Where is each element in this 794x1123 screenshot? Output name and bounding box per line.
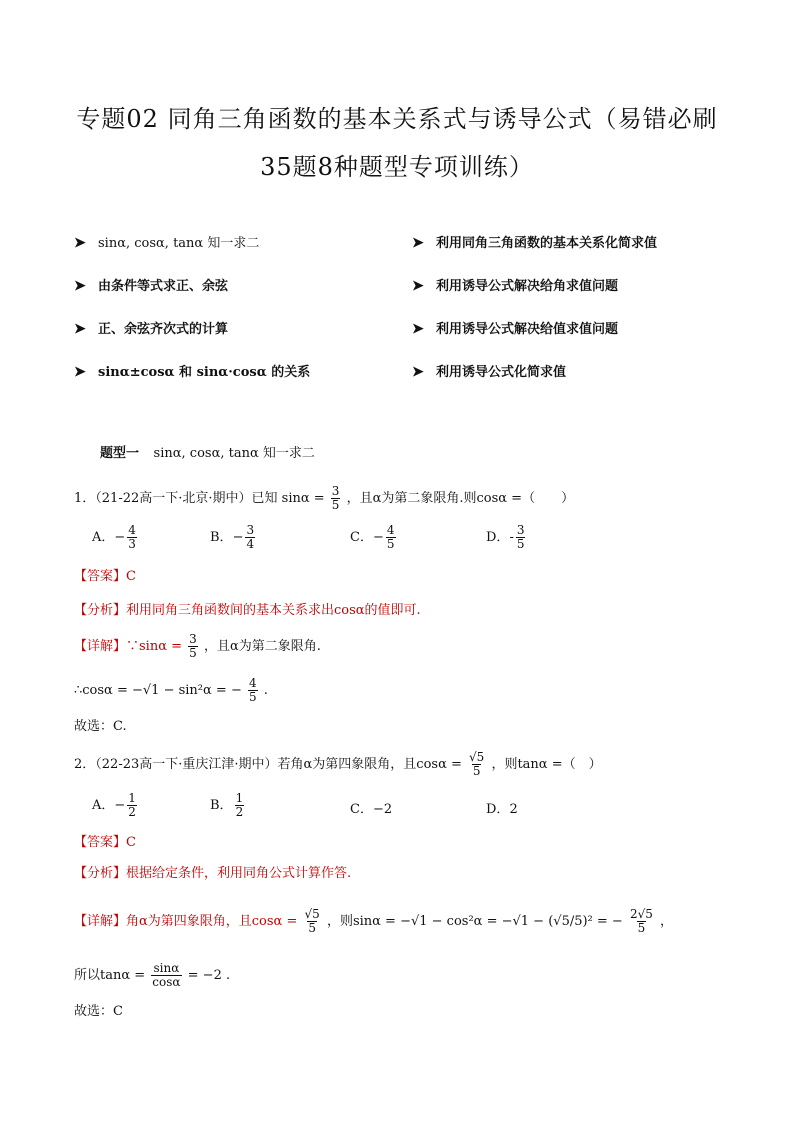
option-sign: −: [372, 530, 384, 545]
frac-den: 5: [189, 646, 197, 660]
q2-so-fraction: [151, 962, 181, 989]
question-1-stem: [74, 485, 574, 512]
topic-label: 利用同角三角函数的基本关系化简求值: [436, 236, 658, 251]
arrow-bullet-icon: ➤: [412, 364, 424, 380]
option-letter: B．: [210, 798, 233, 813]
frac-num: 3: [189, 632, 197, 646]
topic-label: 由条件等式求正、余弦: [98, 279, 229, 294]
option-letter: D．: [486, 802, 510, 817]
q1-detail: [74, 633, 321, 660]
topic-item: [74, 275, 228, 297]
topic-item: [412, 318, 618, 340]
topic-label: sinα±cosα 和 sinα·cosα 的关系: [98, 365, 311, 380]
q2-answer: 【答案】C: [74, 835, 136, 850]
topic-item: [74, 318, 228, 340]
option-letter: C．: [350, 802, 373, 817]
topic-item: [412, 232, 657, 254]
option-fraction: [516, 524, 526, 551]
q2-conclusion: [74, 962, 230, 989]
frac-num: 1: [128, 791, 136, 805]
option-letter: A．: [92, 530, 115, 545]
q2-detail-prefix: 【详解】角α为第四象限角，且cosα =: [74, 914, 298, 929]
q2-detail-middle: ，则sinα = −√1 − cos²α = −√1 − (√5/5)² = −: [326, 914, 623, 929]
option-value: −2: [372, 802, 393, 817]
option-fraction: [386, 524, 396, 551]
topic-item: [74, 361, 310, 383]
topic-item: [412, 275, 618, 297]
option-fraction: [127, 792, 137, 819]
q2-detail-fraction-2: [629, 908, 654, 935]
arrow-bullet-icon: ➤: [412, 321, 424, 337]
frac-den: 5: [516, 537, 525, 551]
q1-option-d: [486, 524, 527, 551]
page-title: [60, 95, 734, 191]
q1-fraction: [331, 485, 341, 512]
frac-den: 5: [386, 537, 395, 551]
title-line-1: 专题02 同角三角函数的基本关系式与诱导公式（易错必刷: [76, 105, 718, 133]
q1-calc-prefix: ∴cosα = −√1 − sin²α = −: [74, 683, 242, 698]
arrow-bullet-icon: ➤: [74, 321, 86, 337]
q2-so-prefix: 所以tanα =: [74, 968, 146, 983]
q2-analysis-text: 【分析】根据给定条件，利用同角公式计算作答.: [74, 866, 352, 881]
frac-den: 4: [246, 537, 255, 551]
arrow-bullet-icon: ➤: [74, 364, 86, 380]
q1-option-b: [210, 524, 257, 551]
topic-item: [412, 361, 566, 383]
topic-label: 正、余弦齐次式的计算: [98, 322, 229, 337]
frac-num: 2√5: [629, 907, 653, 921]
q2-option-a: [92, 792, 139, 819]
option-letter: D．: [486, 530, 510, 545]
frac-den: 2: [128, 805, 136, 819]
option-fraction: [127, 524, 137, 551]
q1-option-a: [92, 524, 139, 551]
frac-num: 3: [516, 523, 525, 537]
topic-item: [74, 232, 259, 254]
section-topic: sinα, cosα, tanα 知一求二: [153, 446, 315, 461]
q2-fraction: [468, 751, 485, 778]
q1-detail-fraction: [188, 633, 198, 660]
frac-num: √5: [304, 907, 320, 921]
frac-num: 3: [246, 523, 255, 537]
q1-calc-fraction: [248, 677, 258, 704]
frac-num: 4: [248, 676, 257, 690]
option-letter: C．: [350, 530, 373, 545]
q2-so-suffix: = −2 .: [187, 968, 231, 983]
q2-option-d: [486, 798, 518, 817]
frac-den: 5: [308, 921, 316, 935]
option-value: 2: [509, 802, 518, 817]
option-sign: −: [114, 530, 126, 545]
arrow-bullet-icon: ➤: [412, 235, 424, 251]
topic-label: sinα, cosα, tanα 知一求二: [98, 236, 260, 251]
question-2-stem: [74, 751, 602, 778]
q1-choice: 故选：C.: [74, 719, 127, 734]
q2-detail-suffix: ，: [660, 914, 674, 929]
option-fraction: [245, 524, 255, 551]
frac-den: 5: [637, 921, 646, 935]
option-letter: A．: [92, 798, 115, 813]
section-label: 题型一: [100, 446, 140, 461]
arrow-bullet-icon: ➤: [412, 278, 424, 294]
option-letter: B．: [210, 530, 233, 545]
q2-choice: [74, 1002, 123, 1022]
frac-den: 3: [128, 537, 136, 551]
option-fraction: [235, 792, 245, 819]
q1-detail-suffix: ，且α为第二象限角.: [203, 639, 321, 654]
frac-den: 2: [235, 805, 244, 819]
q1-option-c: [350, 524, 398, 551]
option-sign: −: [232, 530, 244, 545]
option-sign: -: [509, 530, 514, 545]
q1-prefix: 1．（21-22高一下·北京·期中）已知 sinα =: [74, 491, 325, 506]
frac-num: 4: [386, 523, 395, 537]
frac-den: cosα: [152, 975, 181, 989]
q2-choice-text: 故选：C: [74, 1004, 123, 1019]
arrow-bullet-icon: ➤: [74, 235, 86, 251]
arrow-bullet-icon: ➤: [74, 278, 86, 294]
frac-den: 5: [248, 690, 257, 704]
topic-label: 利用诱导公式化简求值: [436, 365, 567, 380]
frac-num: √5: [469, 750, 485, 764]
option-sign: −: [114, 798, 126, 813]
q2-detail-fraction: [304, 908, 321, 935]
title-line-2: 35题8种题型专项训练）: [260, 153, 534, 181]
q1-answer: 【答案】C: [74, 569, 136, 584]
q1-frac-den: 5: [331, 498, 340, 512]
q2-option-c: [350, 798, 392, 817]
frac-num: sinα: [153, 961, 180, 975]
q2-detail: [74, 908, 673, 935]
q2-option-b: [210, 792, 246, 819]
frac-num: 4: [128, 523, 136, 537]
q1-suffix: ，且α为第二象限角.则cosα =（ ）: [346, 491, 575, 506]
q1-analysis: [74, 601, 421, 621]
q1-calc-suffix: .: [263, 683, 268, 698]
topic-label: 利用诱导公式解决给值求值问题: [436, 322, 619, 337]
section-heading: [100, 442, 315, 461]
topic-label: 利用诱导公式解决给角求值问题: [436, 279, 619, 294]
frac-den: 5: [472, 764, 481, 778]
q1-calculation: [74, 677, 268, 704]
q1-analysis-text: 【分析】利用同角三角函数间的基本关系求出cosα的值即可.: [74, 603, 421, 618]
q2-prefix: 2．（22-23高一下·重庆江津·期中）若角α为第四象限角，且cosα =: [74, 757, 462, 772]
q2-analysis: [74, 864, 351, 884]
q2-suffix: ，则tanα =（ ）: [491, 757, 602, 772]
q1-frac-num: 3: [331, 484, 340, 498]
frac-num: 1: [235, 791, 244, 805]
q1-detail-prefix: 【详解】∵sinα =: [74, 639, 183, 654]
